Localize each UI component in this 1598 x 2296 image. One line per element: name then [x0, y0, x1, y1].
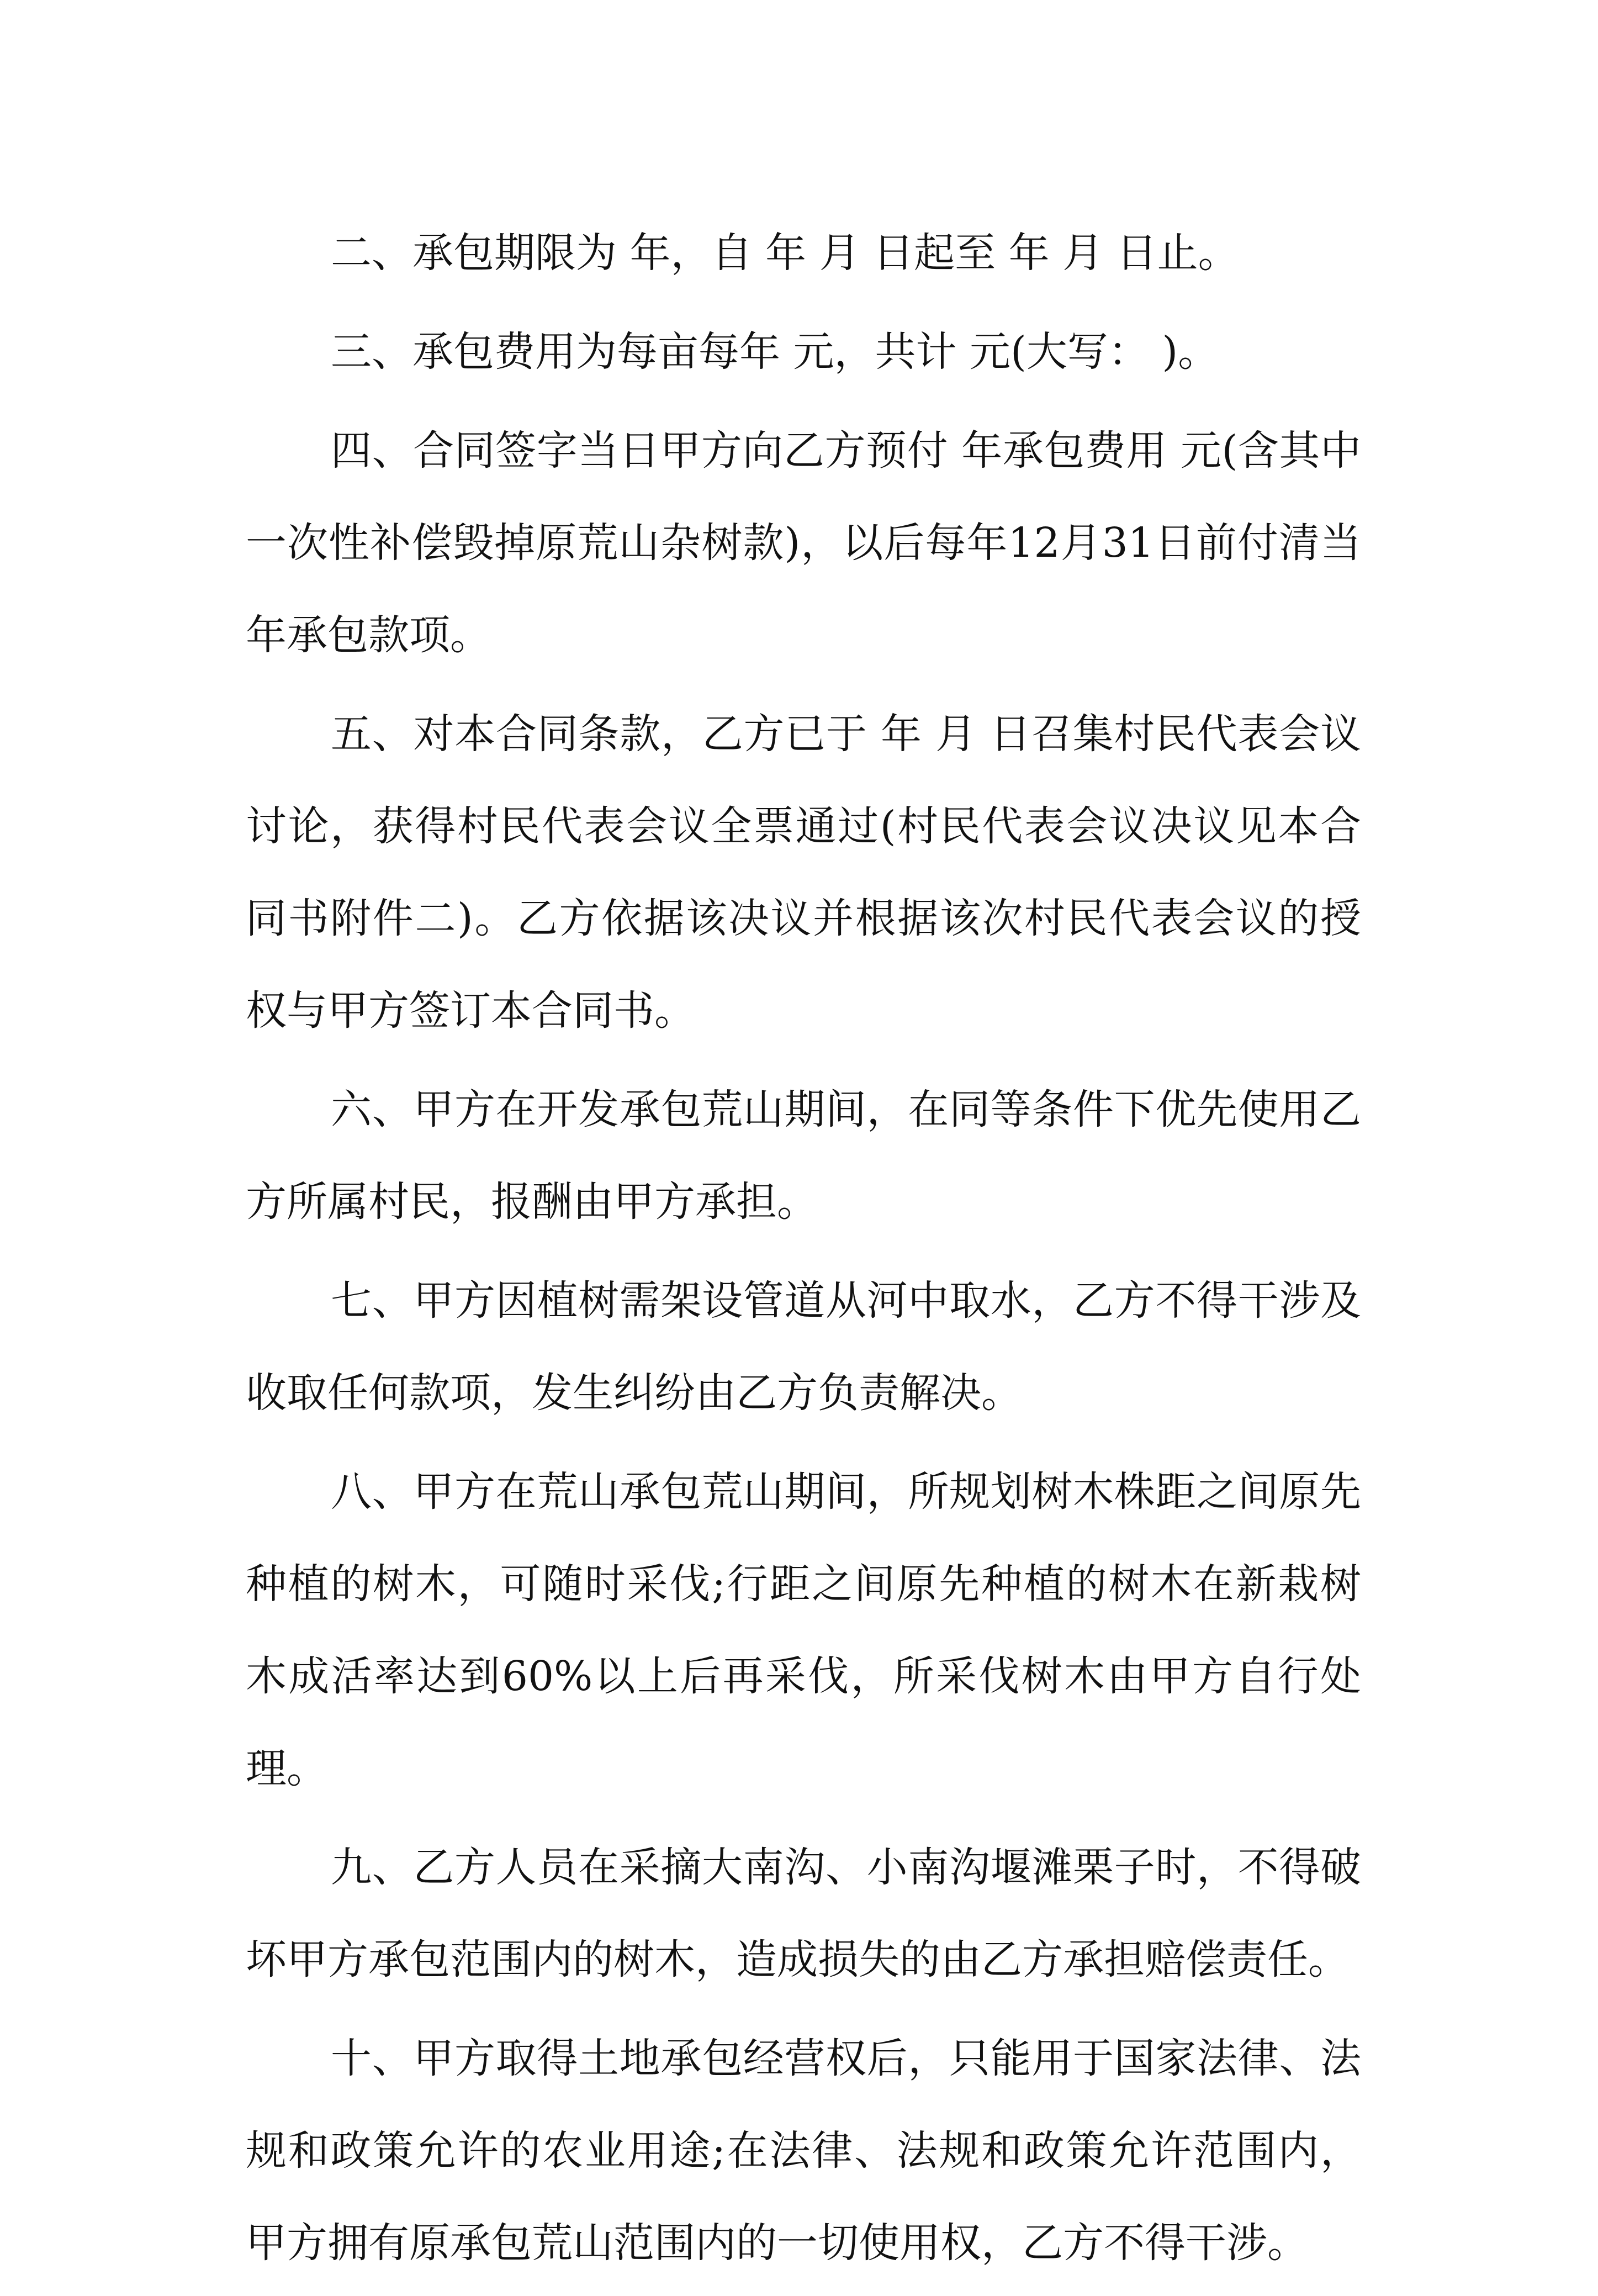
clause-7-water: 七、甲方因植树需架设管道从河中取水，乙方不得干涉及收取任何款项，发生纠纷由乙方负责解决。: [246, 1277, 1361, 1417]
clause-3-fee: 三、承包费用为每亩每年 元，共计 元(大写： )。: [331, 328, 1219, 376]
clause-4-payment: 四、合同签字当日甲方向乙方预付 年承包费用 元(含其中一次性补偿毁掉原荒山杂树款)，以后每年12月31日前付清当年承包款项。: [246, 427, 1361, 659]
clause-2-term: 二、承包期限为 年，自 年 月 日起至 年 月 日止。: [331, 229, 1239, 277]
clause-10-land-use: 十、甲方取得土地承包经营权后，只能用于国家法律、法规和政策允许的农业用途;在法律、法规和政策允许范围内，甲方拥有原承包荒山范围内的一切使用权，乙方不得干涉。: [246, 2035, 1361, 2267]
clause-8-logging: 八、甲方在荒山承包荒山期间，所规划树木株距之间原先种植的树木，可随时采伐;行距之间原先种植的树木在新栽树木成活率达到60%以上后再采伐，所采伐树木由甲方自行处理。: [246, 1468, 1361, 1792]
clause-6-employment: 六、甲方在开发承包荒山期间，在同等条件下优先使用乙方所属村民，报酬由甲方承担。: [246, 1086, 1361, 1226]
clause-9-chestnuts: 九、乙方人员在采摘大南沟、小南沟堰滩栗子时，不得破坏甲方承包范围内的树木，造成损失的由乙方承担赔偿责任。: [246, 1844, 1361, 1983]
contract-body: [246, 207, 1361, 2296]
clause-5-village-meeting: 五、对本合同条款，乙方已于 年 月 日召集村民代表会议讨论，获得村民代表会议全票通过(村民代表会议决议见本合同书附件二)。乙方依据该决议并根据该次村民代表会议的授权与甲方签订本合同书。: [246, 710, 1361, 1034]
